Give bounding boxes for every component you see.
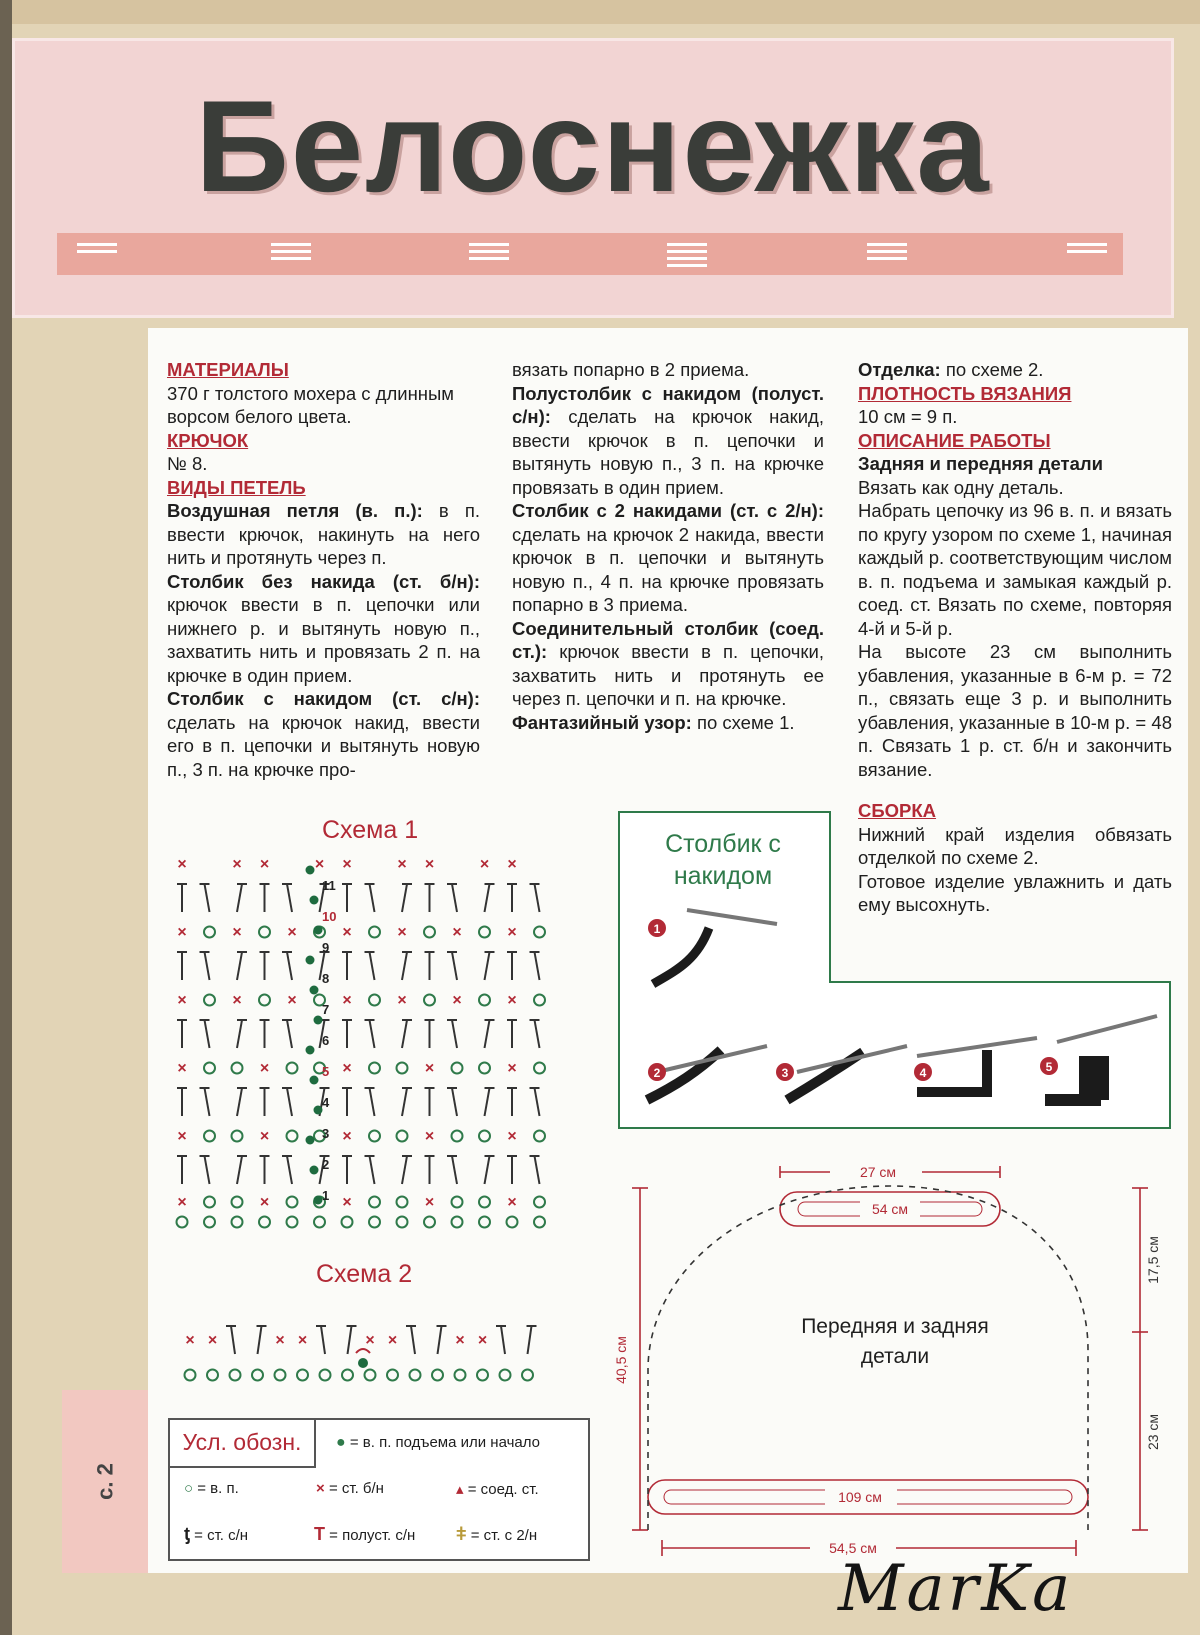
sc-symbol: ×	[314, 856, 325, 873]
dc-symbol	[535, 1088, 540, 1116]
legend-raise	[336, 1434, 540, 1452]
dc-symbol	[485, 1020, 490, 1048]
schema2-chart	[180, 1295, 560, 1395]
sc-symbol: ×	[507, 856, 517, 873]
schema1-title: Схема 1	[322, 816, 419, 844]
dc-symbol	[535, 1020, 540, 1048]
dc-symbol	[452, 952, 457, 980]
bar-icon	[1067, 239, 1107, 269]
raise-chain-symbol	[358, 1358, 368, 1368]
chain-symbol	[479, 1217, 490, 1228]
chain-symbol	[259, 1217, 270, 1228]
assembly-paragraph: Нижний край изделия обвязать отделкой по схеме 2.	[858, 823, 1172, 868]
sc-symbol: ×	[479, 856, 490, 873]
sc-symbol: ×	[397, 992, 407, 1009]
dot-icon: ●	[336, 1434, 346, 1451]
ss-symbol	[356, 1349, 370, 1353]
bar-icon	[867, 239, 907, 269]
assembly-heading: СБОРКА	[858, 800, 937, 821]
page-top-edge	[0, 0, 1200, 24]
chain-symbol	[455, 1370, 466, 1381]
dc-symbol	[237, 952, 242, 980]
sc-symbol: ×	[452, 992, 462, 1009]
chain-symbol	[287, 1063, 298, 1074]
dc-symbol	[535, 952, 540, 980]
sc-symbol: ×	[287, 924, 297, 941]
chain-symbol	[342, 1217, 353, 1228]
top-width-label: 27 см	[859, 1164, 897, 1180]
step-number: 4	[919, 1066, 927, 1080]
sc-symbol: ×	[177, 1194, 187, 1211]
chain-symbol	[507, 1217, 518, 1228]
dc-symbol	[485, 884, 490, 912]
sc-symbol: ×	[455, 1332, 465, 1349]
chain-symbol	[204, 1197, 215, 1208]
chain-symbol	[259, 995, 270, 1006]
chain-symbol	[432, 1370, 443, 1381]
chain-symbol	[177, 1217, 188, 1228]
definition: сделать на крючок накид, ввести крючок в п. цепочки и вытянуть новую п., 3 п. на крючке провязать в один прием.	[512, 406, 824, 498]
definition: крючок ввести в п. цепочки, захватить нить и протянуть ее через п. цепочки и п. на крючке.	[512, 641, 824, 709]
legend-tr	[456, 1524, 537, 1545]
row-number: 1	[322, 1188, 330, 1203]
bottom-circumference-label: 109 см	[838, 1489, 882, 1505]
chain-symbol	[369, 1197, 380, 1208]
chain-symbol	[275, 1370, 286, 1381]
sc-symbol: ×	[177, 924, 187, 941]
sc-symbol: ×	[177, 1128, 187, 1145]
raise-chain-symbol	[306, 1046, 315, 1055]
sc-symbol: ×	[259, 856, 270, 873]
definition: сделать на крючок 2 накида, ввести крючок в п. цепочки и вытянуть новую п., 4 п. на крючке провязать попарно в 3 приема.	[512, 523, 824, 615]
term: Соединительный столбик (соед. ст.):	[512, 617, 824, 662]
dc-symbol	[485, 1088, 490, 1116]
term: Воздушная петля (в. п.):	[167, 500, 423, 521]
sc-symbol: ×	[177, 856, 187, 873]
dc-symbol	[205, 1088, 210, 1116]
page-left-edge	[0, 0, 12, 1635]
total-height-label: 40,5 см	[613, 1336, 629, 1384]
stitch-howto-box	[617, 810, 1172, 1128]
bottom-width-label: 54,5 см	[829, 1540, 877, 1556]
diagram-label-line1: Передняя и задняя	[801, 1315, 989, 1338]
chain-symbol	[534, 1217, 545, 1228]
parts-subheading: Задняя и передняя детали	[858, 453, 1103, 474]
sc-symbol: ×	[424, 1060, 435, 1077]
chain-symbol	[410, 1370, 421, 1381]
step-number: 2	[653, 1066, 661, 1080]
chain-symbol	[534, 927, 545, 938]
diagram-label-line2: детали	[860, 1345, 930, 1368]
definition: в п. ввести крючок, накинуть на него нить и протянуть через п.	[167, 500, 481, 568]
dc-symbol	[321, 1326, 325, 1354]
dc-symbol	[370, 1088, 375, 1116]
gauge-text: 10 см = 9 п.	[858, 406, 958, 427]
raise-chain-symbol	[310, 896, 319, 905]
sc-symbol: ×	[387, 1332, 398, 1349]
chain-symbol	[397, 1131, 408, 1142]
dc-symbol	[205, 952, 210, 980]
dc-icon: ƫ	[184, 1524, 190, 1544]
sc-symbol: ×	[232, 992, 242, 1009]
sc-symbol: ×	[342, 924, 352, 941]
chain-symbol	[479, 995, 490, 1006]
sc-symbol: ×	[507, 1194, 517, 1211]
dc-symbol	[485, 952, 490, 980]
gauge-heading: ПЛОТНОСТЬ ВЯЗАНИЯ	[858, 382, 1072, 404]
row-number: 11	[322, 878, 336, 893]
sc-symbol: ×	[424, 1194, 435, 1211]
chain-symbol	[287, 1131, 298, 1142]
chain-symbol	[232, 1197, 243, 1208]
term: Полустолбик с накидом (полуст. с/н):	[512, 382, 824, 427]
raise-chain-symbol	[310, 986, 319, 995]
sc-symbol: ×	[259, 1128, 270, 1145]
legend-label: = полуст. с/н	[329, 1527, 416, 1544]
tr-icon: ǂ	[456, 1524, 467, 1544]
chain-symbol	[479, 927, 490, 938]
column-materials	[167, 358, 480, 781]
top-circumference-label: 54 см	[871, 1201, 909, 1217]
dc-symbol	[205, 1020, 210, 1048]
cross-icon: ×	[316, 1480, 325, 1497]
page-title: Белоснежка	[195, 73, 991, 219]
step-number: 3	[781, 1066, 789, 1080]
dc-symbol	[287, 1020, 292, 1048]
row-number: 9	[322, 940, 330, 955]
legend-title: Усл. обозн.	[170, 1420, 316, 1468]
dc-symbol	[528, 1326, 532, 1354]
signature: MarKa	[838, 1552, 1074, 1626]
dc-symbol	[287, 884, 292, 912]
legend-label: = в. п. подъема или начало	[349, 1434, 541, 1451]
sc-symbol: ×	[342, 992, 352, 1009]
row-number: 5	[322, 1064, 330, 1079]
materials-text: 370 г толстого мохера с длинным ворсом белого цвета.	[167, 382, 455, 427]
chain-symbol	[287, 1197, 298, 1208]
dc-symbol	[452, 1088, 457, 1116]
dc-symbol	[402, 1088, 407, 1116]
legend-label: = соед. ст.	[467, 1481, 539, 1498]
definition: крючок ввести в п. цепочки или нижнего р. и вытянуть новую п., захватить нить и провязать 2 п. на крючке в один прием.	[167, 594, 480, 686]
schema2-title: Схема 2	[316, 1260, 413, 1288]
chain-symbol	[534, 1131, 545, 1142]
raise-chain-symbol	[306, 866, 315, 875]
bar-icon	[469, 239, 509, 269]
instruction-paragraph: Набрать цепочку из 96 в. п. и вязать по кругу узором по схеме 1, начиная каждый р. соответствующим числом в. п. подъема и замыкая каждый р. соед. ст. Вязать по схеме, повторяя 4-й и 5-й р.	[858, 500, 1172, 639]
row-number: 8	[322, 971, 330, 986]
sc-symbol: ×	[259, 1060, 270, 1077]
chain-symbol	[259, 927, 270, 938]
dc-symbol	[348, 1326, 352, 1354]
materials-heading: МАТЕРИАЛЫ	[167, 359, 289, 380]
chain-symbol	[232, 1131, 243, 1142]
sc-symbol: ×	[275, 1332, 285, 1349]
arc-icon: ▴	[456, 1481, 464, 1498]
row-number: 10	[322, 909, 337, 924]
sc-symbol: ×	[297, 1332, 308, 1349]
dc-symbol	[237, 1088, 242, 1116]
sc-symbol: ×	[507, 924, 517, 941]
dc-symbol	[402, 884, 407, 912]
sc-symbol: ×	[452, 924, 462, 941]
stitches-heading: ВИДЫ ПЕТЕЛЬ	[167, 476, 306, 498]
howto-title-line1: Столбик с	[665, 830, 781, 858]
chain-symbol	[230, 1370, 241, 1381]
bar-icon	[667, 239, 707, 269]
chain-symbol	[479, 1063, 490, 1074]
sc-symbol: ×	[507, 1128, 517, 1145]
dc-symbol	[287, 1156, 292, 1184]
dc-symbol	[370, 1156, 375, 1184]
sc-symbol: ×	[287, 992, 297, 1009]
chain-symbol	[369, 927, 380, 938]
dc-symbol	[237, 1020, 242, 1048]
chain-symbol	[252, 1370, 263, 1381]
dc-symbol	[237, 884, 242, 912]
description-heading: ОПИСАНИЕ РАБОТЫ	[858, 429, 1051, 451]
dc-symbol	[231, 1326, 235, 1354]
definition: вязать попарно в 2 приема.	[512, 359, 750, 380]
chain-symbol	[365, 1370, 376, 1381]
chain-symbol	[452, 1197, 463, 1208]
dc-symbol	[535, 1156, 540, 1184]
chain-symbol	[522, 1370, 533, 1381]
upper-height-label: 17,5 см	[1145, 1236, 1161, 1284]
page-number: с. 2	[92, 1463, 117, 1500]
sc-symbol: ×	[232, 856, 242, 873]
circle-icon: ○	[184, 1480, 194, 1497]
raise-chain-symbol	[310, 1166, 319, 1175]
definition: по схеме 2.	[945, 359, 1044, 380]
dc-symbol	[370, 952, 375, 980]
assembly-paragraph: Готовое изделие увлажнить и дать ему высохнуть.	[858, 870, 1172, 915]
chain-symbol	[204, 927, 215, 938]
hook-text: № 8.	[167, 453, 208, 474]
chain-symbol	[479, 1131, 490, 1142]
chain-symbol	[185, 1370, 196, 1381]
howto-title-line2: накидом	[673, 862, 773, 890]
sc-symbol: ×	[424, 1128, 435, 1145]
chain-symbol	[500, 1370, 511, 1381]
chain-symbol	[204, 1217, 215, 1228]
chain-symbol	[477, 1370, 488, 1381]
legend-chain	[184, 1480, 239, 1497]
sc-symbol: ×	[232, 924, 242, 941]
chain-symbol	[204, 1063, 215, 1074]
chain-symbol	[397, 1197, 408, 1208]
instruction-paragraph: На высоте 23 см выполнить убавления, указанные в 6-м р. = 72 п., связать еще 3 р. и выполнить убавления, указанные в 10-м р. = 48 п. Связать 1 р. ст. б/н и закончить вязание.	[858, 641, 1172, 780]
dc-symbol	[452, 884, 457, 912]
legend-dc	[184, 1524, 248, 1545]
dc-symbol	[501, 1326, 505, 1354]
chain-symbol	[232, 1063, 243, 1074]
bar-icon	[271, 239, 311, 269]
column-stitches	[512, 358, 824, 734]
hook-heading: КРЮЧОК	[167, 429, 249, 451]
definition: сделать на крючок накид, ввести его в п. цепочки и вытянуть новую п., 3 п. на крючке про-	[167, 711, 480, 780]
dc-symbol	[452, 1156, 457, 1184]
dc-symbol	[411, 1326, 415, 1354]
sc-symbol: ×	[365, 1332, 375, 1349]
chain-symbol	[369, 995, 380, 1006]
row-number: 7	[322, 1002, 330, 1017]
dc-symbol	[402, 952, 407, 980]
chain-symbol	[297, 1370, 308, 1381]
legend-box	[168, 1418, 590, 1561]
schema1-chart	[170, 850, 580, 1230]
chain-symbol	[204, 995, 215, 1006]
legend-label: = в. п.	[197, 1480, 239, 1497]
chain-symbol	[287, 1217, 298, 1228]
hdc-icon: T	[314, 1524, 325, 1544]
decor-band	[57, 233, 1123, 275]
legend-label: = ст. с/н	[194, 1527, 249, 1544]
dc-symbol	[402, 1020, 407, 1048]
sc-symbol: ×	[259, 1194, 270, 1211]
chain-symbol	[320, 1370, 331, 1381]
raise-chain-symbol	[306, 1136, 315, 1145]
chain-symbol	[452, 1063, 463, 1074]
sc-symbol: ×	[342, 856, 352, 873]
sc-symbol: ×	[342, 1194, 352, 1211]
chain-symbol	[342, 1370, 353, 1381]
dc-symbol	[438, 1326, 442, 1354]
chain-symbol	[452, 1217, 463, 1228]
sc-symbol: ×	[185, 1332, 195, 1349]
bar-icon	[77, 239, 117, 269]
sc-symbol: ×	[342, 1128, 352, 1145]
term: Столбик без накида (ст. б/н):	[167, 570, 480, 592]
sc-symbol: ×	[477, 1332, 488, 1349]
dc-symbol	[370, 1020, 375, 1048]
chain-symbol	[534, 1063, 545, 1074]
dc-symbol	[237, 1156, 242, 1184]
chain-symbol	[452, 1131, 463, 1142]
raise-chain-symbol	[310, 1076, 319, 1085]
step-number: 1	[653, 922, 661, 936]
chain-symbol	[314, 1217, 325, 1228]
dc-symbol	[485, 1156, 490, 1184]
term: Столбик с 2 накидами (ст. с 2/н):	[512, 500, 824, 521]
legend-ss	[456, 1480, 539, 1498]
sc-symbol: ×	[507, 992, 517, 1009]
row-number: 2	[322, 1157, 330, 1172]
raise-chain-symbol	[314, 926, 323, 935]
chain-symbol	[397, 1217, 408, 1228]
row-number: 6	[322, 1033, 330, 1048]
sc-symbol: ×	[177, 992, 187, 1009]
chain-symbol	[424, 927, 435, 938]
dc-symbol	[205, 1156, 210, 1184]
instruction-paragraph: Вязать как одну деталь.	[858, 476, 1064, 498]
diagram-label	[770, 1312, 1020, 1372]
dc-symbol	[205, 884, 210, 912]
row-number: 3	[322, 1126, 330, 1141]
term: Столбик с накидом (ст. с/н):	[167, 688, 480, 709]
chain-symbol	[397, 1063, 408, 1074]
raise-chain-symbol	[306, 956, 315, 965]
chain-symbol	[369, 1131, 380, 1142]
legend-label: = ст. с 2/н	[470, 1527, 538, 1544]
sc-symbol: ×	[397, 856, 407, 873]
dc-symbol	[402, 1156, 407, 1184]
chain-symbol	[387, 1370, 398, 1381]
term: Отделка:	[858, 359, 941, 380]
dc-symbol	[535, 884, 540, 912]
dc-symbol	[370, 884, 375, 912]
chain-symbol	[369, 1217, 380, 1228]
chain-symbol	[232, 1217, 243, 1228]
chain-symbol	[424, 995, 435, 1006]
legend-sc	[316, 1480, 384, 1497]
dc-symbol	[287, 1088, 292, 1116]
legend-label: = ст. б/н	[328, 1480, 384, 1497]
title-banner	[12, 38, 1174, 318]
sc-symbol: ×	[342, 1060, 352, 1077]
sc-symbol: ×	[397, 924, 407, 941]
step-number: 5	[1045, 1060, 1053, 1074]
lower-height-label: 23 см	[1145, 1413, 1161, 1451]
chain-symbol	[479, 1197, 490, 1208]
sc-symbol: ×	[177, 1060, 187, 1077]
sc-symbol: ×	[424, 856, 435, 873]
row-number: 4	[322, 1095, 330, 1110]
chain-symbol	[207, 1370, 218, 1381]
chain-symbol	[369, 1063, 380, 1074]
dc-symbol	[452, 1020, 457, 1048]
dc-symbol	[258, 1326, 262, 1354]
term: Фантазийный узор:	[512, 711, 692, 733]
chain-symbol	[424, 1217, 435, 1228]
sc-symbol: ×	[507, 1060, 517, 1077]
definition: по схеме 1.	[696, 711, 795, 733]
dc-symbol	[287, 952, 292, 980]
chain-symbol	[204, 1131, 215, 1142]
chain-symbol	[534, 1197, 545, 1208]
sc-symbol: ×	[207, 1332, 218, 1349]
legend-hdc	[314, 1524, 415, 1545]
chain-symbol	[534, 995, 545, 1006]
